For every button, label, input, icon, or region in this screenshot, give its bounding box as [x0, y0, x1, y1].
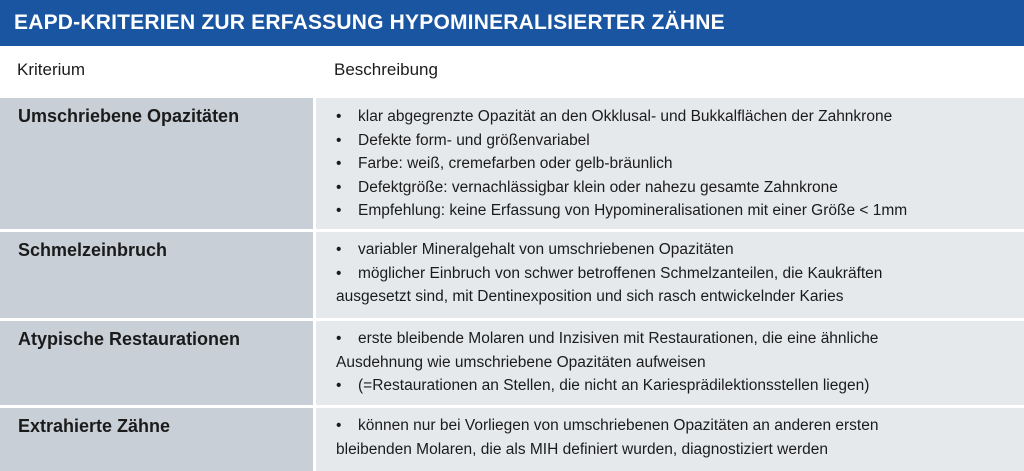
column-header-description: Beschreibung: [334, 60, 438, 79]
criterion-cell: Umschriebene Opazitäten: [0, 98, 313, 229]
bullet-line: • Farbe: weiß, cremefarben oder gelb-bräunlich: [336, 152, 1014, 176]
table-row: [0, 229, 1024, 318]
criterion-cell: Schmelzeinbruch: [0, 232, 313, 318]
table-title: EAPD-KRITERIEN ZUR ERFASSUNG HYPOMINERALISIERTER ZÄHNE: [0, 0, 1024, 46]
continuation-line: Ausdehnung wie umschriebene Opazitäten aufweisen: [336, 353, 706, 371]
bullet-line: • Defekte form- und größenvariabel: [336, 129, 1014, 153]
description-cell: [316, 321, 1024, 405]
table-row: [0, 318, 1024, 405]
column-header-row: [0, 46, 1024, 95]
bullet-icon: •: [336, 202, 342, 219]
criterion-cell: Atypische Restaurationen: [0, 321, 313, 405]
bullet-icon: •: [336, 155, 342, 172]
bullet-line: • klar abgegrenzte Opazität an den Okklusal- und Bukkalflächen der Zahnkrone: [336, 105, 1014, 129]
description-cell: [316, 98, 1024, 229]
bullet-line: • variabler Mineralgehalt von umschriebenen Opazitäten: [336, 238, 1014, 262]
bullet-icon: •: [336, 330, 342, 347]
bullet-icon: •: [336, 264, 342, 282]
description-cell: [316, 408, 1024, 471]
criterion-cell: Extrahierte Zähne: [0, 408, 313, 471]
bullet-line: • erste bleibende Molaren und Inzisiven mit Restaurationen, die eine ähnliche: [336, 327, 1014, 351]
bullet-line: • möglicher Einbruch von schwer betroffenen Schmelzanteilen, die Kaukräften: [336, 262, 1014, 286]
bullet-line: • Empfehlung: keine Erfassung von Hypomineralisationen mit einer Größe < 1mm: [336, 199, 1014, 223]
bullet-icon: •: [336, 377, 342, 394]
bullet-icon: •: [336, 108, 342, 125]
table-row: [0, 405, 1024, 471]
bullet-icon: •: [336, 417, 342, 434]
bullet-line: • können nur bei Vorliegen von umschriebenen Opazitäten an anderen ersten: [336, 414, 1014, 438]
bullet-line: • Defektgröße: vernachlässigbar klein oder nahezu gesamte Zahnkrone: [336, 176, 1014, 200]
table-row: [0, 95, 1024, 229]
continuation-line: ausgesetzt sind, mit Dentinexposition und sich rasch entwickelnder Karies: [336, 288, 844, 305]
bullet-icon: •: [336, 178, 342, 196]
continuation-line: bleibenden Molaren, die als MIH definiert wurden, diagnostiziert werden: [336, 440, 828, 458]
bullet-icon: •: [336, 131, 342, 149]
column-header-criterion: Kriterium: [17, 60, 86, 79]
bullet-line: • (=Restaurationen an Stellen, die nicht an Kariesprädilektionsstellen liegen): [336, 374, 1014, 398]
description-cell: [316, 232, 1024, 318]
bullet-icon: •: [336, 241, 342, 258]
